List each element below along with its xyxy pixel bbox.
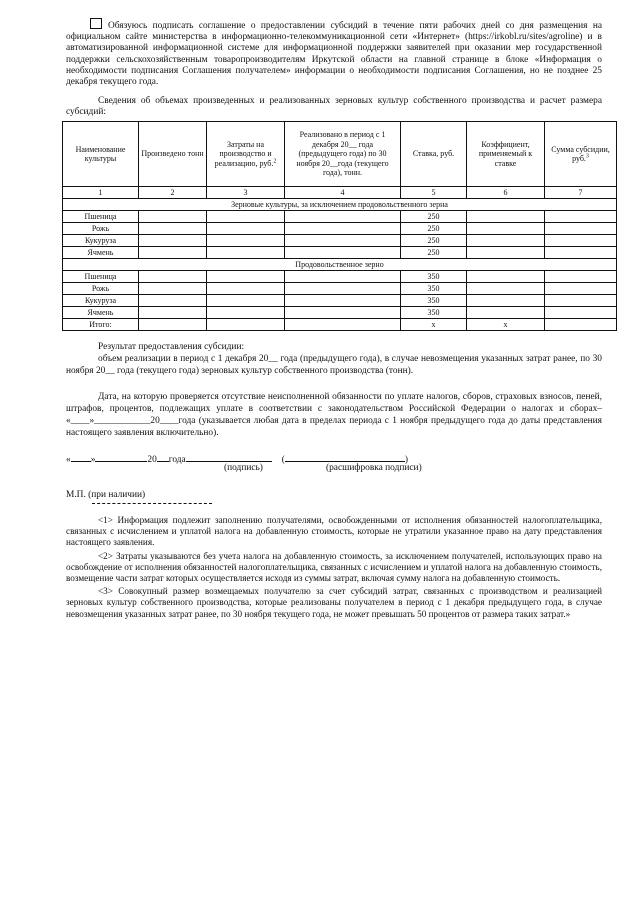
header-produced: Произведено тонн [139,122,207,187]
produced-cell[interactable] [139,247,207,259]
table-row [63,271,617,283]
coef-cell[interactable] [467,295,545,307]
result-text: объем реализации в период с 1 декабря 20__ года (предыдущего года), в случае невозмещения указанных затрат ранее, по 30 ноября 20__ года (текущего года) зерновых культур собственного производства (тонн). [66,354,602,376]
sum-cell[interactable] [545,247,617,259]
decode-field[interactable] [285,452,405,462]
commitment-text: Обязуюсь подписать соглашение о предоставлении субсидий в течение пяти рабочих дней со дня размещения на официальном сайте министерства в информационно-телекоммуникационной сети «Интернет» (https://irkobl.ru/sites/agroline) и в автоматизированной информационной системе для информационной поддержки заявителей при оказании мер государственной поддержки сельскохозяйственным товаропроизводителям Иркутской области на главной странице в блоке «Информация о необходимости подписания Соглашения получателем» информации о необходимости подписания Соглашения, но не позднее 25 декабря текущего года. [66,21,602,88]
crop-name: Кукуруза [63,295,139,307]
coef-cell[interactable] [467,211,545,223]
year-field[interactable] [157,452,169,462]
costs-cell[interactable] [207,307,285,319]
sold-cell[interactable] [285,211,401,223]
footnote-separator [92,503,212,504]
table-row [63,307,617,319]
rate-cell: 250 [401,211,467,223]
coef-cell[interactable] [467,307,545,319]
rate-cell: x [401,319,467,331]
quote-close: » [90,455,96,465]
sum-cell[interactable] [545,211,617,223]
sold-cell[interactable] [285,235,401,247]
produced-cell[interactable] [139,283,207,295]
table-row [63,295,617,307]
sum-cell[interactable] [545,295,617,307]
coef-cell: x [467,319,545,331]
footnote-1: <1> Информация подлежит заполнению получателями, освобожденными от исполнения обязанностей налогоплательщика, связанных с исчислением и уплатой налога на добавленную стоимость, которые не утратили указанное право на дату представления настоящего заявления. [66,515,602,548]
commitment-paragraph [66,18,602,88]
header-sold: Реализовано в период с 1 декабря 20__ года (предыдущего года) по 30 ноября 20__года (текущего года), тонн. [285,122,401,187]
costs-cell[interactable] [207,271,285,283]
rate-cell: 250 [401,223,467,235]
table-intro: Сведения об объемах произведенных и реализованных зерновых культур собственного производства и расчет размера субсидий: [66,96,602,118]
crop-name: Пшеница [63,271,139,283]
table-row [63,247,617,259]
subsidy-table [62,121,617,331]
month-field[interactable] [95,452,147,462]
header-coefficient: Коэффициент, применяемый к ставке [467,122,545,187]
result-heading: Результат предоставления субсидии: [98,342,245,352]
header-costs: Затраты на производство и реализацию, руб.$^2$ [207,122,285,187]
table-row [63,211,617,223]
crop-name: Ячмень [63,247,139,259]
costs-cell[interactable] [207,223,285,235]
rate-cell: 250 [401,247,467,259]
produced-cell[interactable] [139,223,207,235]
sold-cell[interactable] [285,247,401,259]
crop-name: Рожь [63,283,139,295]
rate-cell: 250 [401,235,467,247]
sum-cell[interactable] [545,223,617,235]
sum-cell[interactable] [545,307,617,319]
produced-cell[interactable] [139,271,207,283]
sold-cell[interactable] [285,223,401,235]
coef-cell[interactable] [467,223,545,235]
produced-cell[interactable] [139,319,207,331]
paren-open: ( [281,455,285,465]
costs-cell[interactable] [207,235,285,247]
section-grain: Зерновые культуры, за исключением продовольственного зерна [63,199,617,211]
coef-cell[interactable] [467,283,545,295]
header-sum: Сумма субсидии, руб.$^3$ [545,122,617,187]
day-field[interactable] [71,452,91,462]
caption-decode: (расшифровка подписи) [326,463,422,473]
produced-cell[interactable] [139,235,207,247]
col-number: 3 [207,187,285,199]
costs-cell[interactable] [207,283,285,295]
section-food-grain: Продовольственное зерно [63,259,617,271]
signature-field[interactable] [186,452,272,462]
commitment-checkbox[interactable] [90,18,102,29]
produced-cell[interactable] [139,295,207,307]
sum-cell[interactable] [545,235,617,247]
costs-cell[interactable] [207,247,285,259]
col-number: 6 [467,187,545,199]
coef-cell[interactable] [467,271,545,283]
sum-cell[interactable] [545,271,617,283]
produced-cell[interactable] [139,307,207,319]
crop-name: Ячмень [63,307,139,319]
col-number: 7 [545,187,617,199]
footnotes [66,515,602,622]
crop-name: Кукуруза [63,235,139,247]
year-prefix: 20 [147,455,157,465]
footnote-3: <3> Совокупный размер возмещаемых получателю за счет субсидий затрат, связанных с производством и реализацией зерновых культур собственного производства, которые реализованы получателем в период с 1 декабря предыдущего года, в случае невозмещения указанных затрат ранее, по 30 ноября текущего года, не может превышать 50 процентов от размера таких затрат.» [66,586,602,619]
table-row [63,235,617,247]
year-word: года [168,455,186,465]
sold-cell[interactable] [285,283,401,295]
total-row [63,319,617,331]
col-number: 1 [63,187,139,199]
sold-cell[interactable] [285,271,401,283]
header-crop: Наименование культуры [63,122,139,187]
col-number: 4 [285,187,401,199]
coef-cell[interactable] [467,247,545,259]
produced-cell[interactable] [139,211,207,223]
quote-open: « [66,455,71,465]
header-rate: Ставка, руб. [401,122,467,187]
sum-cell[interactable] [545,283,617,295]
col-number: 5 [401,187,467,199]
sold-cell[interactable] [285,295,401,307]
paren-close: ) [404,455,408,465]
sold-cell[interactable] [285,307,401,319]
costs-cell[interactable] [207,319,285,331]
table-row [63,223,617,235]
sold-cell[interactable] [285,319,401,331]
table-row [63,283,617,295]
costs-cell[interactable] [207,211,285,223]
costs-cell[interactable] [207,295,285,307]
caption-signature: (подпись) [224,463,263,473]
result-block [66,341,602,377]
crop-name: Рожь [63,223,139,235]
total-label: Итого: [63,319,139,331]
date-paragraph: Дата, на которую проверяется отсутствие неисполненной обязанности по уплате налогов, сборов, страховых взносов, пеней, штрафов, процентов, подлежащих уплате в соответствии с законодательством Российской Федерации о налогах и сборах– «____»____________20____года (указывается любая дата в пределах периода с 1 ноября предыдущего года до даты представления настоящего заявления включительно). [66,392,602,438]
coef-cell[interactable] [467,235,545,247]
rate-cell: 350 [401,283,467,295]
crop-name: Пшеница [63,211,139,223]
rate-cell: 350 [401,295,467,307]
rate-cell: 350 [401,271,467,283]
sum-cell[interactable] [545,319,617,331]
col-number: 2 [139,187,207,199]
footnote-2: <2> Затраты указываются без учета налога на добавленную стоимость, за исключением получателей, использующих право на освобождение от исполнения обязанностей налогоплательщика, связанных с исчислением и уплатой налога на добавленную стоимость, возмещение части затрат которых осуществляется исходя из суммы затрат, включая сумму налога на добавленную стоимость. [66,550,602,584]
stamp-label: М.П. (при наличии) [66,490,146,500]
rate-cell: 350 [401,307,467,319]
